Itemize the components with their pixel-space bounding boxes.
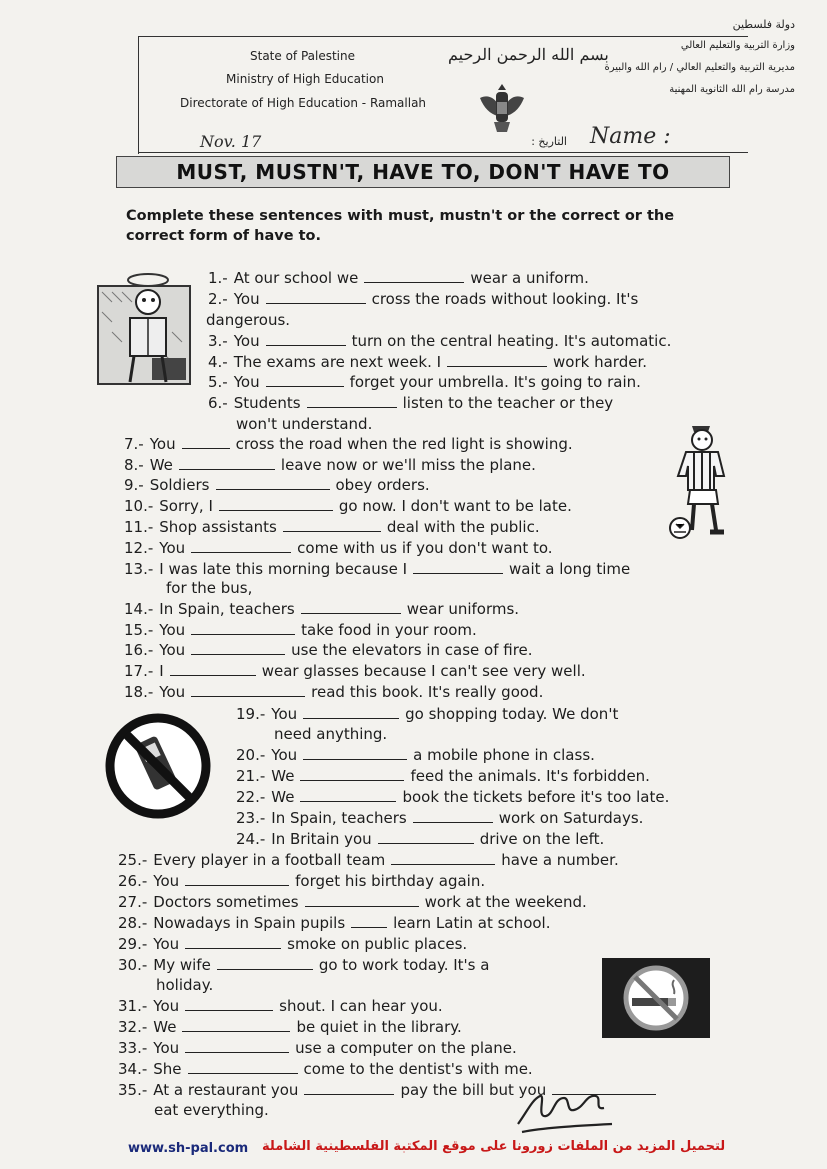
sentence-21: 21.- We feed the animals. It's forbidden. [236, 767, 650, 785]
date-label: التاريخ : [531, 135, 567, 148]
page-title: MUST, MUSTN'T, HAVE TO, DON'T HAVE TO [176, 160, 670, 184]
answer-blank-22[interactable] [300, 789, 396, 802]
answer-blank-4[interactable] [447, 354, 547, 367]
sentence-18: 18.- You read this book. It's really good. [124, 683, 544, 701]
sentence-24: 24.- In Britain you drive on the left. [236, 830, 605, 848]
header-ministry: Ministry of High Education [226, 72, 384, 86]
sentence-6: 6.- Students listen to the teacher or they [208, 394, 614, 412]
handwritten-date: Nov. 17 [200, 132, 262, 151]
sentence-33: 33.- You use a computer on the plane. [118, 1039, 517, 1057]
sentence-30-cont: holiday. [156, 976, 214, 994]
sentence-13-cont: for the bus, [166, 579, 253, 597]
answer-blank-6[interactable] [307, 395, 397, 408]
sentence-19: 19.- You go shopping today. We don't [236, 705, 619, 723]
header-directorate: Directorate of High Education - Ramallah [180, 96, 427, 110]
sentence-1: 1.- At our school we wear a uniform. [208, 269, 589, 287]
handwritten-name: Name : [590, 124, 671, 149]
answer-blank-5[interactable] [266, 374, 344, 387]
answer-blank-19[interactable] [303, 706, 399, 719]
sentence-11: 11.- Shop assistants deal with the public. [124, 518, 540, 536]
instructions: Complete these sentences with must, mustn't or the correct or the correct form of have to. [126, 208, 675, 244]
sentence-5: 5.- You forget your umbrella. It's going to rain. [208, 373, 641, 391]
sentence-34: 34.- She come to the dentist's with me. [118, 1060, 533, 1078]
basmala: بسم الله الرحمن الرحيم [448, 45, 609, 64]
sentence-25: 25.- Every player in a football team have a number. [118, 851, 619, 869]
answer-blank-17[interactable] [170, 663, 256, 676]
sentence-3: 3.- You turn on the central heating. It's automatic. [208, 332, 672, 350]
answer-blank-2[interactable] [266, 291, 366, 304]
answer-blank-3[interactable] [266, 333, 346, 346]
sentence-14: 14.- In Spain, teachers wear uniforms. [124, 600, 520, 618]
sentence-30: 30.- My wife go to work today. It's a [118, 956, 490, 974]
header-ar-school: مدرسة رام الله الثانوية المهنية [669, 84, 795, 95]
sentence-4: 4.- The exams are next week. I work harder. [208, 353, 648, 371]
sentence-22: 22.- We book the tickets before it's too late. [236, 788, 670, 806]
sentence-32: 32.- We be quiet in the library. [118, 1018, 462, 1036]
answer-blank-18[interactable] [191, 684, 305, 697]
football-player-illustration [664, 420, 734, 544]
header-ar-state: دولة فلسطين [732, 18, 795, 31]
sentence-15: 15.- You take food in your room. [124, 621, 477, 639]
sentence-28: 28.- Nowadays in Spain pupils learn Latin at school. [118, 914, 551, 932]
header-ar-directorate: مديرية التربية والتعليم العالي / رام الله والبيرة [604, 62, 795, 73]
sentence-16: 16.- You use the elevators in case of fire. [124, 641, 533, 659]
answer-blank-34[interactable] [188, 1061, 298, 1074]
answer-blank-11[interactable] [283, 519, 381, 532]
sentence-13: 13.- I was late this morning because I wait a long time [124, 560, 631, 578]
answer-blank-35b[interactable] [552, 1082, 656, 1095]
answer-blank-21[interactable] [300, 768, 404, 781]
answer-blank-7[interactable] [182, 436, 230, 449]
header-ar-ministry: وزارة التربية والتعليم العالي [680, 40, 795, 51]
answer-blank-14[interactable] [301, 601, 401, 614]
answer-blank-24[interactable] [378, 831, 474, 844]
answer-blank-33[interactable] [185, 1040, 289, 1053]
header-frame-left [138, 36, 139, 154]
sentence-23: 23.- In Spain, teachers work on Saturdays. [236, 809, 644, 827]
sentence-17: 17.- I wear glasses because I can't see very well. [124, 662, 586, 680]
answer-blank-29[interactable] [185, 936, 281, 949]
sentence-8: 8.- We leave now or we'll miss the plane. [124, 456, 536, 474]
answer-blank-13[interactable] [413, 561, 503, 574]
answer-blank-30[interactable] [217, 957, 313, 970]
answer-blank-12[interactable] [191, 540, 291, 553]
sentence-2: 2.- You cross the roads without looking. It's [208, 290, 639, 308]
answer-blank-9[interactable] [216, 477, 330, 490]
answer-blank-15[interactable] [191, 622, 295, 635]
eagle-emblem-icon [478, 80, 526, 138]
no-smoking-icon [602, 958, 710, 1038]
answer-blank-23[interactable] [413, 810, 493, 823]
sentence-7: 7.- You cross the road when the red light is showing. [124, 435, 573, 453]
answer-blank-16[interactable] [191, 642, 285, 655]
footer-arabic-note: لتحميل المزيد من الملفات زورونا على موقع المكتبة الفلسطينية الشاملة [262, 1139, 726, 1154]
header-state: State of Palestine [250, 49, 356, 63]
footer-url[interactable]: www.sh-pal.com [128, 1141, 249, 1156]
answer-blank-27[interactable] [305, 894, 419, 907]
answer-blank-8[interactable] [179, 457, 275, 470]
header-frame-bottom [138, 152, 748, 153]
sentence-35-cont: eat everything. [154, 1101, 269, 1119]
sentence-29: 29.- You smoke on public places. [118, 935, 468, 953]
answer-blank-28[interactable] [351, 915, 387, 928]
title-bar [116, 156, 730, 188]
answer-blank-35a[interactable] [304, 1082, 394, 1095]
sentence-26: 26.- You forget his birthday again. [118, 872, 486, 890]
sentence-20: 20.- You a mobile phone in class. [236, 746, 595, 764]
answer-blank-26[interactable] [185, 873, 289, 886]
sentence-6-cont: won't understand. [236, 415, 373, 433]
sentence-19-cont: need anything. [274, 725, 388, 743]
sentence-9: 9.- Soldiers obey orders. [124, 476, 430, 494]
sentence-35: 35.- At a restaurant you pay the bill but you [118, 1080, 662, 1100]
sentence-12: 12.- You come with us if you don't want to. [124, 539, 553, 557]
answer-blank-32[interactable] [182, 1019, 290, 1032]
header-frame-top [138, 36, 748, 37]
sentence-27: 27.- Doctors sometimes work at the weekend. [118, 893, 587, 911]
answer-blank-1[interactable] [364, 270, 464, 283]
sentence-31: 31.- You shout. I can hear you. [118, 997, 443, 1015]
answer-blank-10[interactable] [219, 498, 333, 511]
answer-blank-20[interactable] [303, 747, 407, 760]
answer-blank-31[interactable] [185, 998, 273, 1011]
no-mobile-phone-icon [104, 712, 212, 820]
sentence-2-cont: dangerous. [206, 311, 291, 329]
sentence-10: 10.- Sorry, I go now. I don't want to be late. [124, 497, 572, 515]
student-uniform-illustration [92, 272, 196, 392]
answer-blank-25[interactable] [391, 852, 495, 865]
